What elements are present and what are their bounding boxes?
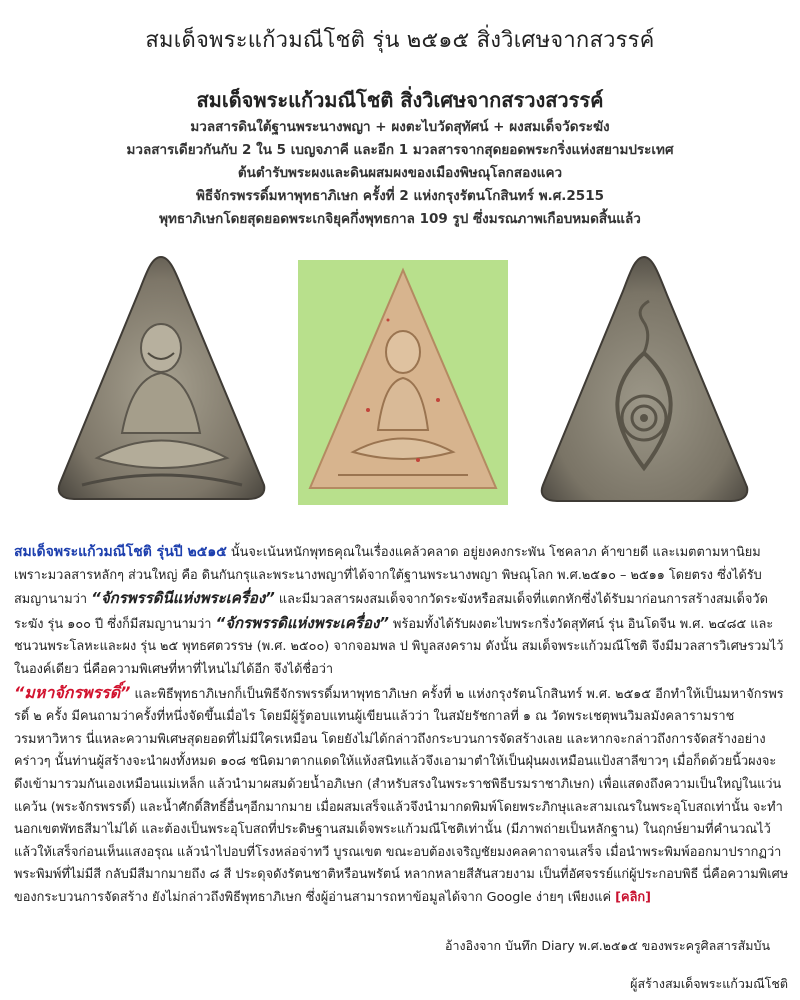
intro-line: มวลสารเดียวกันกับ 2 ใน 5 เบญจภาคี และอีก 1 มวลสารจากสุดยอดพระกริ่งแห่งสยามประเทศ bbox=[126, 142, 674, 158]
page-title: สมเด็จพระแก้วมณีโชติ รุ่น ๒๕๑๕ สิ่งวิเศษจากสวรรค์ bbox=[145, 28, 655, 53]
article-text: และพิธีพุทธาภิเษกก็เป็นพิธีจักรพรรดิ์มหาพุทธาภิเษก ครั้งที่ ๒ แห่งกรุงรัตนโกสินทร์ พ.ศ. ๒๕๑๕ อีกทำให้เป็นมหาจักรพรรดิ์ ๒ ครั้ง มีคนถามว่าครั้งที่หนึ่งจัดขึ้นเมื่อไร โดยมีผู้รู้ตอบแทนผู้เขียนแล้วว่า ในสมัยรัชกาลที่ ๑ ณ วัดพระเชตุพนวิมลมังคลารามราชวรมหาวิหาร นี่แหละความพิเศษสุดยอดที่ไม่มีใครเหมือน โดยยังไม่ได้กล่าวถึงกระบวนการจัดสร้างเลย และหากจะกล่าวถึงการจัดสร้างอย่างคร่าวๆ นั้นท่านผู้สร้างจะนำผงทั้งหมด ๑๐๘ ชนิดมาตากแดดให้แห้งสนิทแล้วจึงเอามาตำให้เป็นฝุ่นผงเหมือนแป้งสาลีขาวๆ เมื่อก็ดด้วยนิ้วผงจะดึงเข้ามารวมกันเองเหมือนแม่เหล็ก แล้วนำมาผสมด้วยน้ำอภิเษก (สำหรับสรงในพระราชพิธีบรมราชาภิเษก) เพื่อแสดงถึงความเป็นใหญ่ในแว่นแคว้น (พระจักรพรรดิ์) และน้ำศักดิ์สิทธิ์อื่นๆอีกมากมาย เมื่อผสมเสร็จแล้วจึงนำมากดพิมพ์โดยพระภิกษุและสามเณรในพระอุโบสถเท่านั้น จะทำนอกเขตพัทธสีมาไม่ได้ และต้องเป็นพระอุโบสถที่ประดิษฐานสมเด็จพระแก้วมณีโชติเท่านั้น (มีภาพถ่ายเป็นหลักฐาน) ในฤกษ์ยามที่คำนวณไว้แล้วให้เสร็จก่อนเห็นแสงอรุณ แล้วนำไปอบที่โรงหล่อจ่าทวี บูรณเขต ขณะอบต้องเจริญชัยมงคลคาถาจนเสร็จ เมื่อนำพระพิมพ์ออกมาปรากฏว่าพระพิมพ์ที่ไม่มีสี กลับมีสีมากมายถึง ๘ สี ประดุจดังรัตนชาติหรือนพรัตน์ หลากหลายสีสันสวยงาม เป็นที่อัศจรรย์แก่ผู้ประกอบพิธี นี่คือความพิเศษของกระบวนการจัดสร้าง ยังไม่กล่าวถึงพิธีพุทธาภิเษก ซึ่งผู้อ่านสามารถหาข้อมูลได้จาก Google ง่ายๆ เพียงแค่ bbox=[14, 686, 789, 905]
intro-line: พุทธาภิเษกโดยสุดยอดพระเกจิยุคกึ่งพุทธกาล 109 รูป ซึ่งมรณภาพเกือบหมดสิ้นแล้ว bbox=[159, 211, 641, 227]
quote-empress: “จักรพรรดินีแห่งพระเครื่อง” bbox=[91, 589, 275, 608]
quote-emperor: “จักรพรรดิแห่งพระเครื่อง” bbox=[215, 613, 389, 632]
article-text: นั้นจะเน้นหนักพุทธคุณในเรื่องแคล้วคลาด อยู่ยงคงกระพัน โชคลาภ ค้าขายดี และเมตตามหานิยม เพราะมวลสารหลักๆ ส่วนใหญ่ คือ ดินกันกรุและพระนางพญาที่ได้จากใต้ฐานพระนางพญา พิษณุโลก พ.ศ.๒๕๑๐ – ๒๕๑๑ โดยตรง ซึ่งได้รับสมญานามว่า bbox=[14, 545, 762, 608]
intro-line: มวลสารดินใต้ฐานพระนางพญา + ผงตะไบวัดสุทัศน์ + ผงสมเด็จวัดระฆัง bbox=[190, 119, 610, 135]
reference-note: อ้างอิงจาก บันทึก Diary พ.ศ.๒๕๑๕ ของพระครูศิลสารสัมบัน bbox=[444, 938, 770, 953]
intro-line: ต้นตำรับพระผงและดินผสมผงของเมืองพิษณุโลกสองแคว bbox=[237, 165, 563, 181]
article-text: พร้อมทั้งได้รับผงตะไบพระกริ่งวัดสุทัศน์ รุ่น อินโดจีน พ.ศ. ๒๔๘๕ และชนวนพระโลหะและผง รุ่น ๒๕ พุทธศตวรรษ (พ.ศ. ๒๕๐๐) จากจอมพล ป พิบูลสงคราม ดังนั้น สมเด็จพระแก้วมณีโชติ จึงมีมวลสารวิเศษรวมไว้ในองค์เดียว นี่คือความพิเศษที่หาที่ไหนไม่ได้อีก จึงได้ชื่อว่า bbox=[14, 616, 784, 677]
article-text: และมีมวลสารผงสมเด็จจากวัดระฆังหรือสมเด็จที่แตกหักซึ่งได้รับมาก่อนการสร้างสมเด็จวัดระฆัง รุ่น ๑๐๐ ปี ซึ่งก็มีสมญานามว่า bbox=[14, 592, 768, 632]
amulet-front-orange-image bbox=[298, 260, 508, 505]
article-body bbox=[14, 541, 789, 910]
amulet-back-yant-image bbox=[537, 253, 752, 503]
amulet-front-gray-image bbox=[52, 253, 270, 501]
author-credit: ผู้สร้างสมเด็จพระแก้วมณีโชติ bbox=[630, 976, 788, 991]
click-link[interactable]: [คลิก] bbox=[615, 889, 652, 905]
quote-great-emperor: “มหาจักรพรรดิ์” bbox=[14, 682, 131, 702]
page-subheading: สมเด็จพระแก้วมณีโชติ สิ่งวิเศษจากสรวงสวรรค์ bbox=[196, 88, 604, 112]
intro-line: พิธีจักรพรรดิ์มหาพุทธาภิเษก ครั้งที่ 2 แห่งกรุงรัตนโกสินทร์ พ.ศ.2515 bbox=[196, 188, 604, 204]
intro-lines bbox=[40, 116, 760, 231]
article-lead: สมเด็จพระแก้วมณีโชติ รุ่นปี ๒๕๑๕ bbox=[14, 544, 227, 560]
